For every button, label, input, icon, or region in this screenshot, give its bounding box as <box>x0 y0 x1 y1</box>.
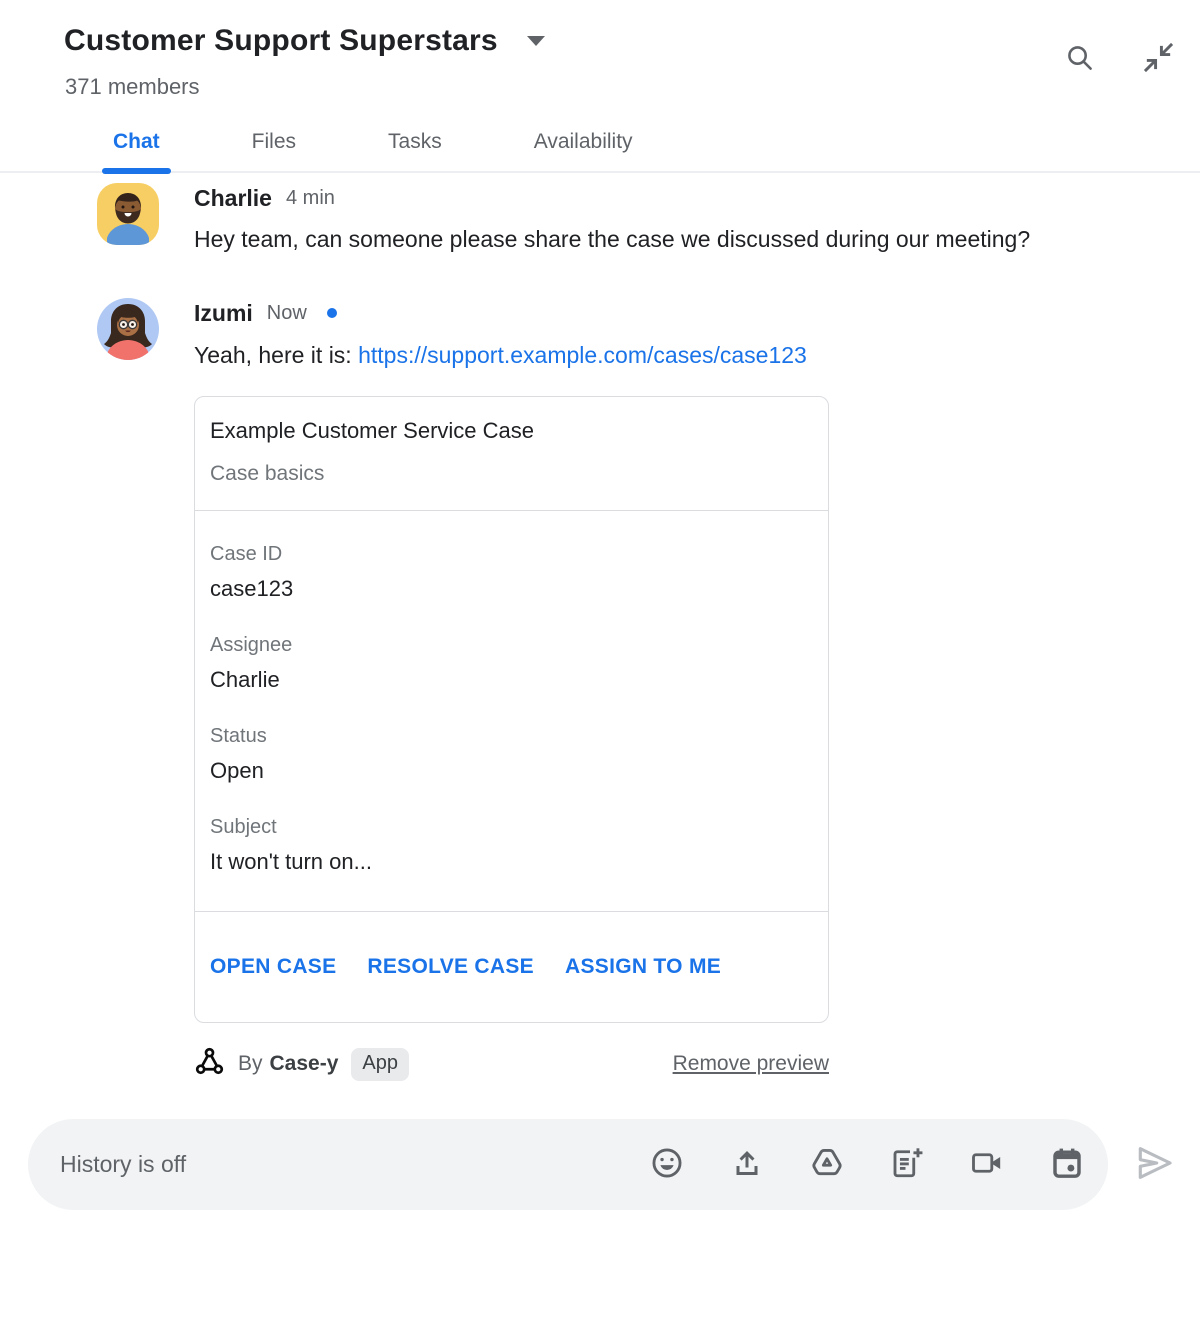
room-title-menu[interactable] <box>64 21 1200 61</box>
send-icon <box>1134 1142 1176 1187</box>
message-composer <box>28 1119 1108 1210</box>
message-izumi <box>97 298 1200 1082</box>
card-fields <box>195 510 828 911</box>
presence-indicator <box>327 308 337 318</box>
webhook-icon <box>194 1046 225 1082</box>
field-label-assignee: Assignee <box>210 634 293 656</box>
app-badge: App <box>351 1048 409 1081</box>
timestamp: Now <box>266 301 307 324</box>
assign-to-me-button[interactable]: ASSIGN TO ME <box>564 955 722 978</box>
upload-icon <box>729 1145 765 1184</box>
field-label-subject: Subject <box>210 816 277 838</box>
by-label: By <box>238 1052 263 1075</box>
case-link[interactable]: https://support.example.com/cases/case123 <box>358 342 807 368</box>
timestamp: 4 min <box>285 186 335 209</box>
card-subtitle: Case basics <box>210 462 325 485</box>
chevron-down-icon <box>524 34 548 48</box>
page-title: Customer Support Superstars <box>64 24 498 57</box>
field-value-subject: It won't turn on... <box>210 849 372 874</box>
tab-chat[interactable]: Chat <box>107 128 166 171</box>
tab-files[interactable]: Files <box>246 128 302 171</box>
sender-name: Izumi <box>194 299 253 326</box>
drive-button[interactable] <box>809 1145 845 1184</box>
case-preview-card <box>194 396 829 1023</box>
field-label-status: Status <box>210 725 267 747</box>
search-icon <box>1064 42 1095 76</box>
video-icon <box>969 1145 1005 1184</box>
composer-row <box>28 1119 1200 1210</box>
upload-button[interactable] <box>729 1145 765 1184</box>
message-text-prefix: Yeah, here it is: <box>194 342 359 368</box>
open-case-button[interactable]: OPEN CASE <box>210 955 337 978</box>
tab-tasks[interactable]: Tasks <box>382 128 448 171</box>
message-input[interactable] <box>58 1150 633 1179</box>
izumi-avatar[interactable] <box>97 298 159 360</box>
emoji-icon <box>649 1145 685 1184</box>
field-value-case-id: case123 <box>210 576 294 601</box>
field-value-assignee: Charlie <box>210 667 280 692</box>
meeting-notes-button[interactable] <box>889 1145 925 1184</box>
meeting-notes-icon <box>889 1145 925 1184</box>
field-label-case-id: Case ID <box>210 543 283 565</box>
message-charlie <box>97 183 1200 259</box>
message-text: Hey team, can someone please share the case we discussed during our meeting? <box>194 226 1031 252</box>
video-call-button[interactable] <box>969 1145 1005 1184</box>
member-count: 371 members <box>65 74 200 99</box>
field-value-status: Open <box>210 758 264 783</box>
collapse-button[interactable] <box>1141 40 1176 78</box>
resolve-case-button[interactable]: RESOLVE CASE <box>367 955 534 978</box>
calendar-icon <box>1049 1145 1085 1184</box>
drive-icon <box>809 1145 845 1184</box>
sender-name: Charlie <box>194 184 272 211</box>
emoji-button[interactable] <box>649 1145 685 1184</box>
header-actions <box>1064 40 1176 78</box>
search-button[interactable] <box>1064 42 1095 76</box>
calendar-button[interactable] <box>1049 1145 1085 1184</box>
card-title: Example Customer Service Case <box>210 418 535 443</box>
send-button[interactable] <box>1134 1142 1176 1187</box>
message-list <box>0 173 1200 1082</box>
charlie-avatar[interactable] <box>97 183 159 245</box>
collapse-icon <box>1141 40 1176 78</box>
message-text <box>194 332 829 378</box>
app-name: Case-y <box>269 1052 339 1075</box>
room-header <box>0 0 1200 173</box>
composer-toolbar <box>649 1145 1085 1184</box>
remove-preview-link[interactable]: Remove preview <box>672 1052 829 1075</box>
tab-bar <box>0 128 1200 173</box>
tab-availability[interactable]: Availability <box>528 128 639 171</box>
card-actions <box>195 911 828 1022</box>
card-attribution <box>194 1046 829 1082</box>
